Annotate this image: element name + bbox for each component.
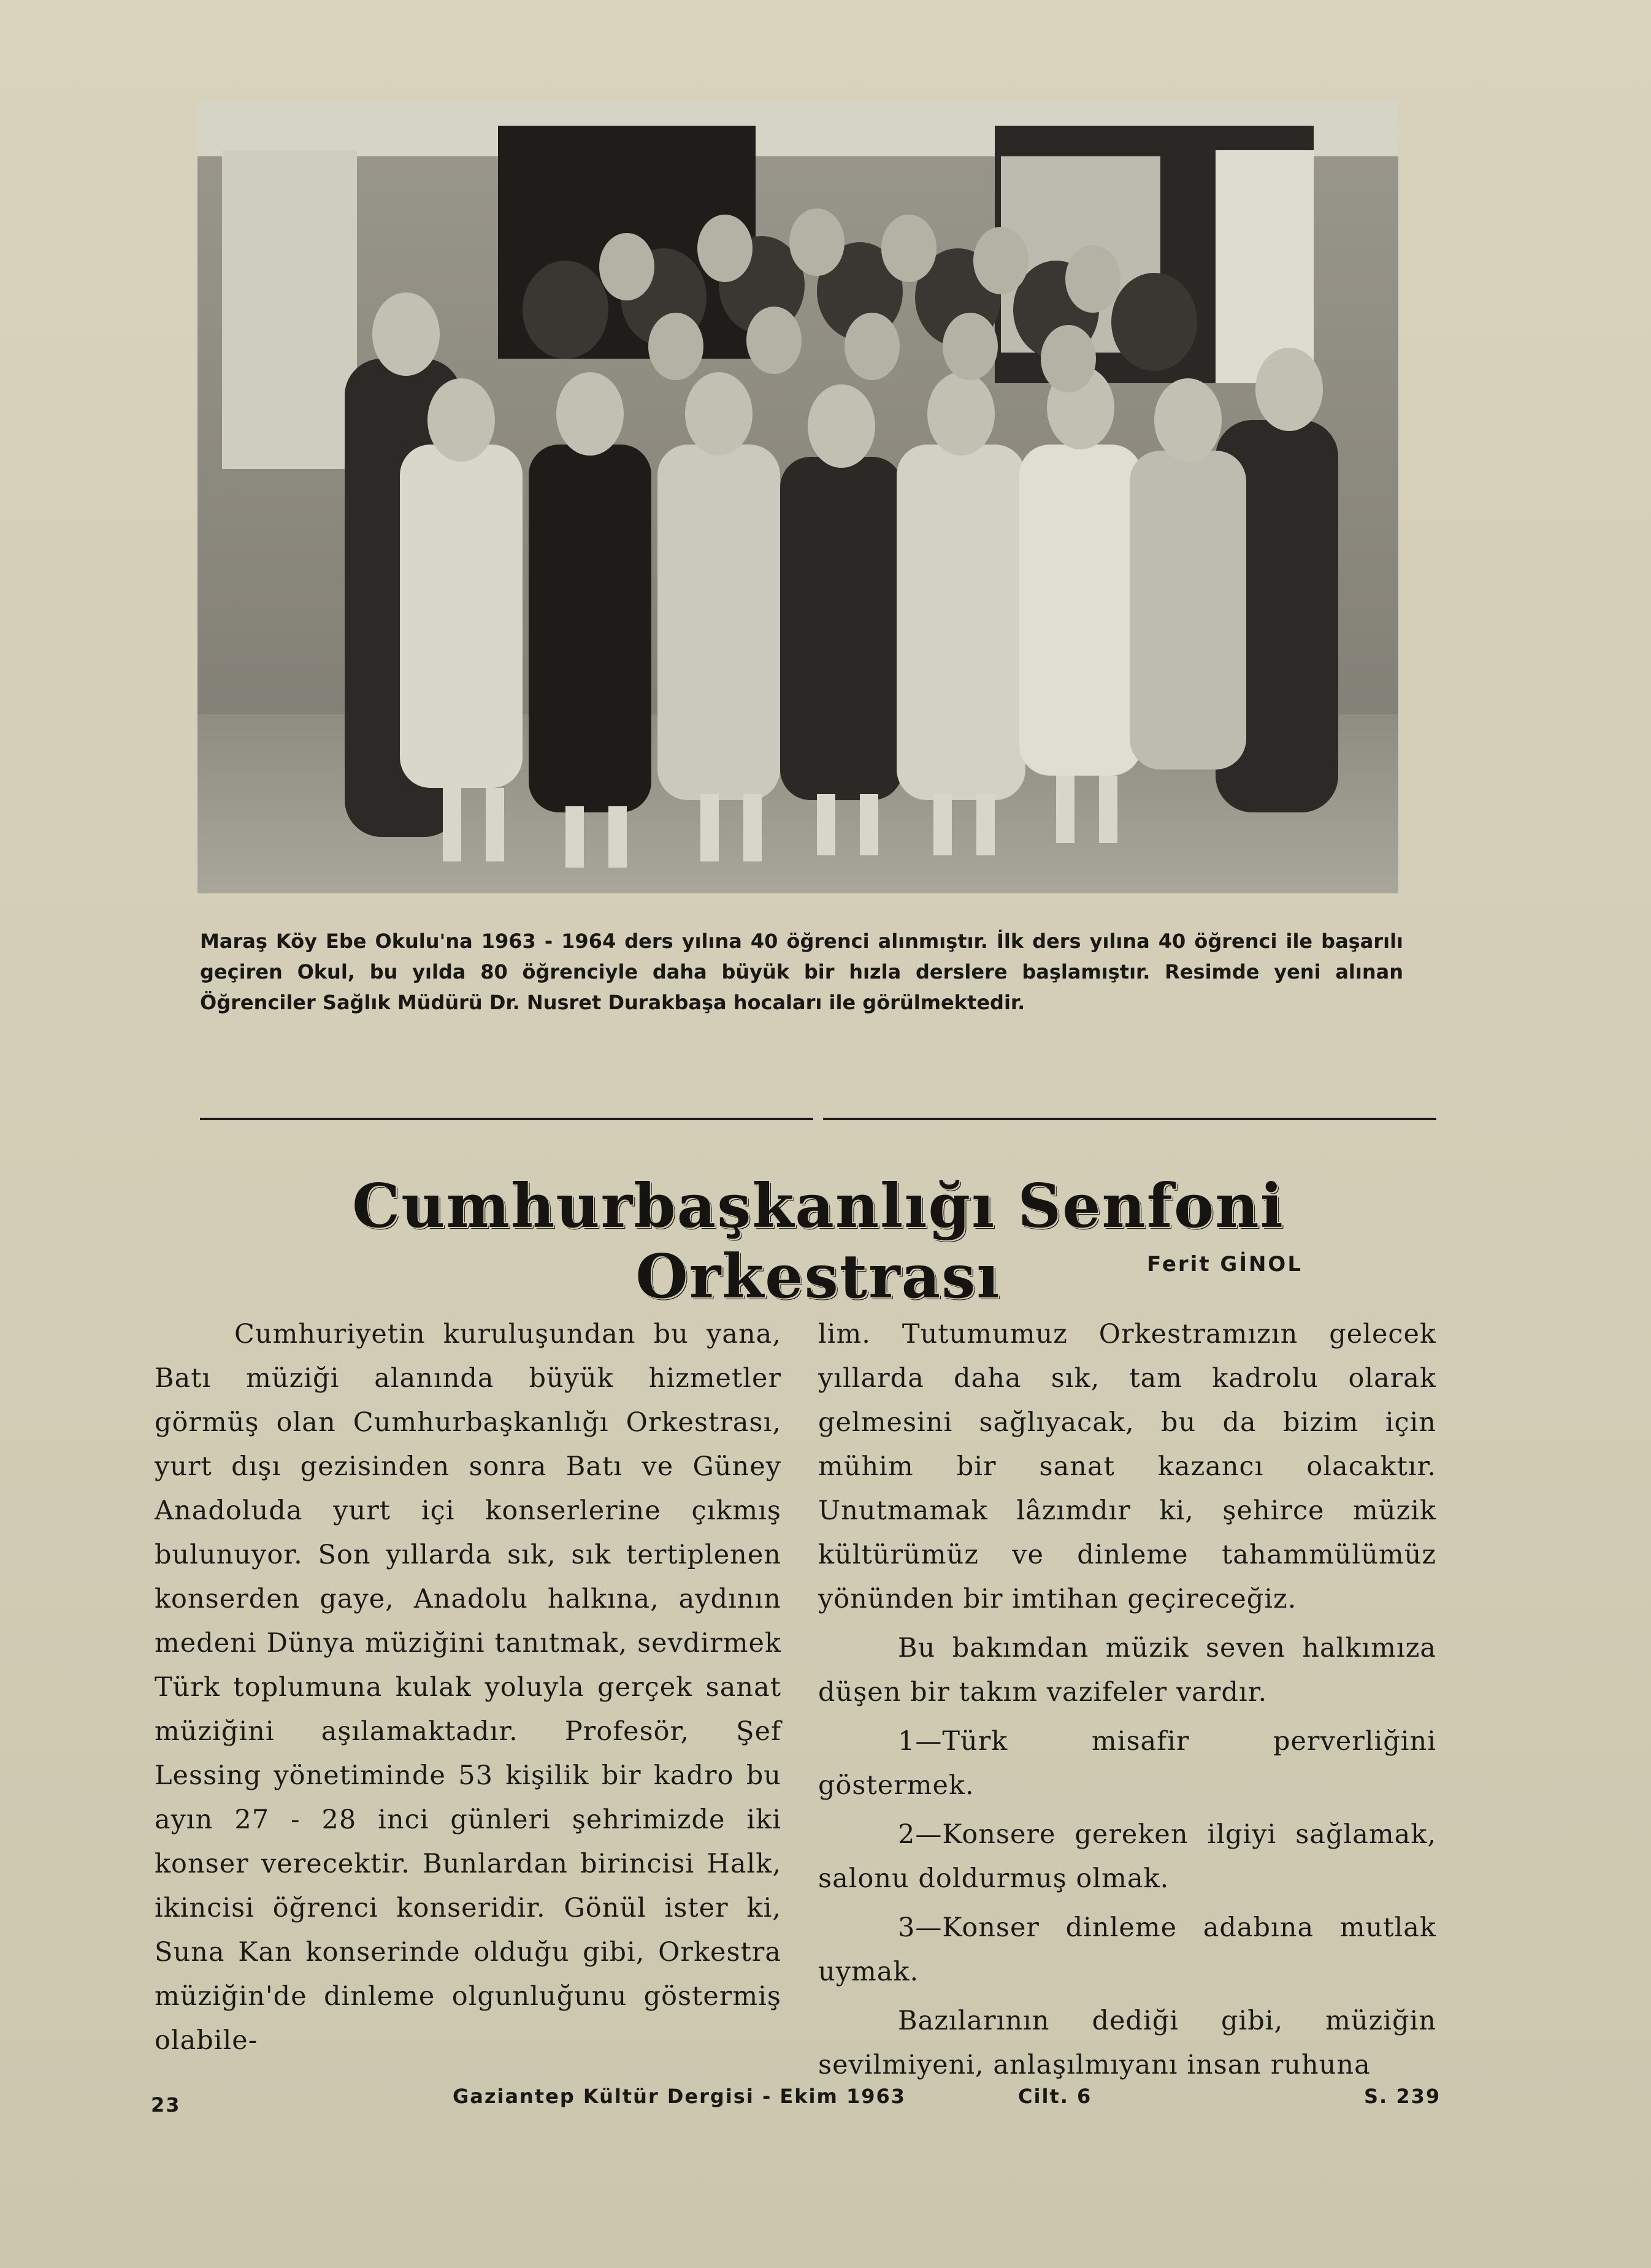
volume-label: Cilt. 6 — [1018, 2085, 1092, 2108]
paragraph: Bazılarının dediği gibi, müziğin sevilmiyeni, anlaşılmıyanı insan ruhuna — [818, 2006, 1436, 2080]
magazine-name: Gaziantep Kültür Dergisi - Ekim 1963 — [453, 2085, 906, 2108]
divider-right — [823, 1118, 1436, 1120]
group-photo — [197, 101, 1398, 893]
paragraph: lim. Tutumumuz Orkestramızın gelecek yıllarda daha sık, tam kadrolu olarak gelmesini sağlıyacak, bu da bizim için mühim bir sanat kazancı olacaktır. Unutmamak lâzımdır ki, şehirce müzik kültürümüz ve dinleme tahammülümüz yönünden bir imtihan geçireceğiz. — [818, 1319, 1436, 1614]
divider-left — [200, 1118, 813, 1120]
article-author: Ferit GİNOL — [1147, 1252, 1303, 1277]
article-column-right — [818, 1312, 1436, 2087]
paragraph: 1—Türk misafir perverliğini göstermek. — [818, 1726, 1436, 1801]
article-title: Cumhurbaşkanlığı Senfoni Orkestrası — [352, 1171, 1284, 1312]
article-column-left — [155, 1312, 781, 2063]
paragraph: 2—Konsere gereken ilgiyi sağlamak, salonu doldurmuş olmak. — [818, 1819, 1436, 1894]
issue-page: S. 239 — [1364, 2085, 1441, 2108]
photo-caption: Maraş Köy Ebe Okulu'na 1963 - 1964 ders yılına 40 öğrenci alınmıştır. İlk ders yılına 40 öğrenci ile başarılı geçiren Okul, bu yılda 80 öğrenciyle daha büyük bir hızla derslere başlamıştır. Resimde yeni alınan Öğrenciler Sağlık Müdürü Dr. Nusret Durakbaşa hocaları ile görülmektedir. — [200, 930, 1403, 1014]
paragraph: 3—Konser dinleme adabına mutlak uymak. — [818, 1912, 1436, 1987]
page-number: 23 — [151, 2093, 181, 2117]
paragraph: Cumhuriyetin kuruluşundan bu yana, Batı müziği alanında büyük hizmetler görmüş olan Cumhurbaşkanlığı Orkestrası, yurt dışı gezisinden sonra Batı ve Güney Anadoluda yurt içi konserlerine çıkmış bulunuyor. Son yıllarda sık, sık tertiplenen konserden gaye, Anadolu halkına, aydının medeni Dünya müziğini tanıtmak, sevdirmek Türk toplumuna kulak yoluyla gerçek sanat müziğini aşılamaktadır. Profesör, Şef Lessing yönetiminde 53 kişilik bir kadro bu ayın 27 - 28 inci günleri şehrimizde iki konser verecektir. Bunlardan birincisi Halk, ikincisi öğrenci konseridir. Gönül ister ki, Suna Kan konserinde olduğu gibi, Orkestra müziğin'de dinleme olgunluğunu göstermiş olabile- — [155, 1319, 781, 2056]
group-photo-image — [197, 101, 1398, 893]
paragraph: Bu bakımdan müzik seven halkımıza düşen bir takım vazifeler vardır. — [818, 1633, 1436, 1708]
